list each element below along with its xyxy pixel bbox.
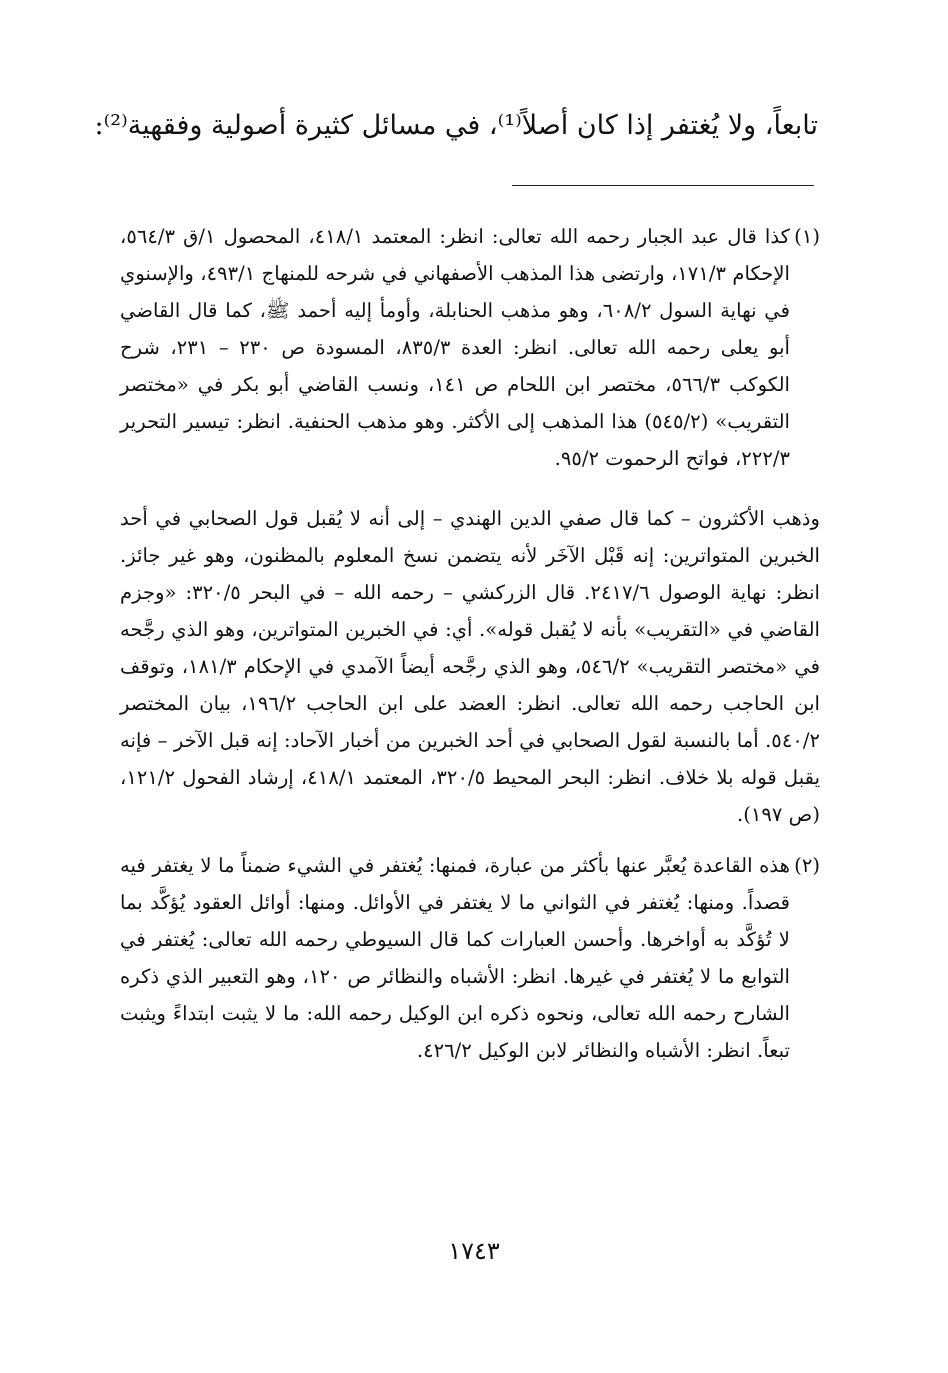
footnote-number: (١) [794, 225, 820, 248]
footnotes [120, 218, 820, 1069]
footnote-1 [120, 218, 820, 477]
page-number: ١٧٤٣ [448, 1237, 500, 1265]
footnote-separator [512, 185, 814, 186]
footnote-text: كذا قال عبد الجبار رحمه الله تعالى: انظر: المعتمد ٤١٨/١، المحصول ١/ق ٥٦٤/٣، الإحكام ١٧١/٣، وارتضى هذا المذهب الأصفهاني في شرحه للمنهاج ٤٩٣/١، والإسنوي في نهاية السول ٦٠٨/٢، وهو مذهب الحنابلة، وأومأ إليه أحمد ﷺ، كما قال القاضي أبو يعلى رحمه الله تعالى. انظر: العدة ٨٣٥/٣، المسودة ص ٢٣٠ – ٢٣١، شرح الكوكب ٥٦٦/٣، مختصر ابن اللحام ص ١٤١، ونسب القاضي أبو بكر في «مختصر التقريب» (٥٤٥/٢) هذا المذهب إلى الأكثر. وهو مذهب الحنفية. انظر: تيسير التحرير ٢٢٢/٣، فواتح الرحموت ٩٥/٢. [120, 225, 790, 470]
footnote-text: هذه القاعدة يُعبَّر عنها بأكثر من عبارة، فمنها: يُغتفر في الشيء ضمناً ما لا يغتفر فيه قصداً. ومنها: يُغتفر في الثواني ما لا يغتفر في الأوائل. ومنها: أوائل العقود يُؤكَّد بما لا تُؤكَّد به أواخرها. وأحسن العبارات كما قال السيوطي رحمه الله تعالى: يُغتفر في التوابع ما لا يُغتفر في غيرها. انظر: الأشباه والنظائر ص ١٢٠، وهو التعبير الذي ذكره الشارح رحمه الله تعالى، ونحوه ذكره ابن الوكيل رحمه الله: ما لا يثبت ابتداءً ويثبت تبعاً. انظر: الأشباه والنظائر لابن الوكيل ٤٢٦/٢. [120, 854, 791, 1062]
footnote-number: (٢) [794, 854, 820, 877]
main-text-line: تابعاً، ولا يُغتفر إذا كان أصلاً⁽¹⁾، في مسائل كثيرة أصولية وفقهية⁽²⁾: [94, 110, 818, 141]
footnote-continuation: وذهب الأكثرون – كما قال صفي الدين الهندي – إلى أنه لا يُقبل قول الصحابي في أحد الخبرين المتواترين: إنه قَبْل الآخَر لأنه يتضمن نسخ المعلوم بالمظنون، وهو غير جائز. انظر: نهاية الوصول ٢٤١٧/٦. قال الزركشي – رحمه الله – في البحر ٣٢٠/٥: «وجزم القاضي في «التقريب» بأنه لا يُقبل قوله». أي: في الخبرين المتواترين، وهو الذي رجَّحه في «مختصر التقريب» ٥٤٦/٢، وهو الذي رجَّحه أيضاً الآمدي في الإحكام ١٨١/٣، وتوقف ابن الحاجب رحمه الله تعالى. انظر: العضد على ابن الحاجب ١٩٦/٢، بيان المختصر ٥٤٠/٢. أما بالنسبة لقول الصحابي في أحد الخبرين من أخبار الآحاد: إنه قبل الآخر – فإنه يقبل قوله بلا خلاف. انظر: البحر المحيط ٣٢٠/٥، المعتمد ٤١٨/١، إرشاد الفحول ١٢١/٢، (ص ١٩٧). [120, 507, 821, 826]
footnote-2 [120, 847, 820, 1069]
